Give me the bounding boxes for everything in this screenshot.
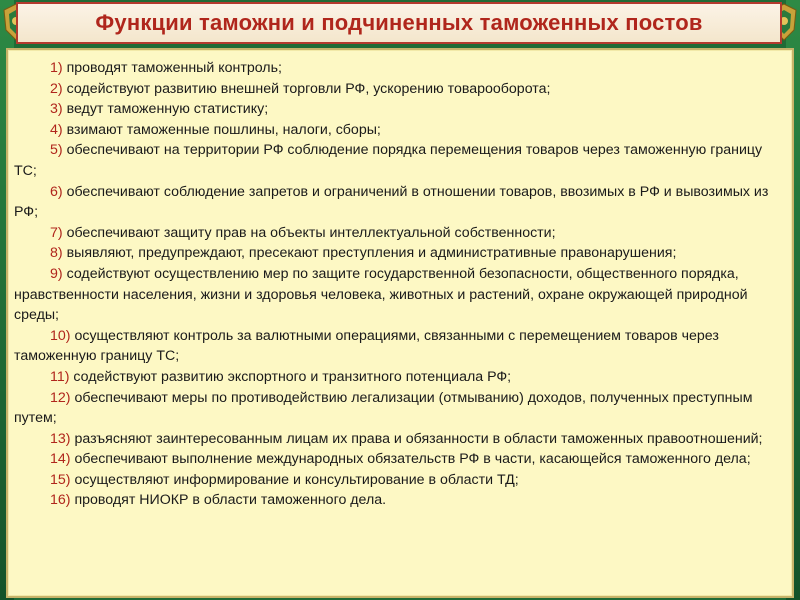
item-text: разъясняют заинтересованным лицам их права и обязанности в области таможенных правоотношений; [74, 430, 763, 447]
item-number: 13) [50, 430, 71, 447]
page-title: Функции таможни и подчиненных таможенных постов [95, 10, 703, 35]
item-number: 14) [50, 451, 71, 468]
list-item [14, 223, 786, 244]
item-number: 15) [50, 471, 71, 488]
functions-list [8, 50, 792, 511]
item-text: осуществляют контроль за валютными операциями, связанными с перемещением товаров через таможенную границу ТС; [14, 327, 719, 365]
list-item [14, 140, 786, 181]
list-item [14, 367, 786, 388]
list-item [14, 429, 786, 450]
item-text: обеспечивают соблюдение запретов и ограничений в отношении товаров, ввозимых в РФ и вывозимых из РФ; [14, 183, 769, 221]
item-text: содействуют развитию экспортного и транзитного потенциала РФ; [73, 368, 512, 385]
list-item [14, 490, 786, 511]
list-item [14, 470, 786, 491]
item-text: осуществляют информирование и консультирование в области ТД; [74, 471, 519, 488]
item-text: обеспечивают на территории РФ соблюдение порядка перемещения товаров через таможенную границу ТС; [14, 142, 763, 179]
item-text: содействуют осуществлению мер по защите государственной безопасности, общественного порядка, нравственности населения, жизни и здоровья человека, животных и растений, охране окружающей природной среды; [14, 265, 748, 324]
item-number: 8) [50, 245, 63, 262]
item-text: обеспечивают меры по противодействию легализации (отмыванию) доходов, полученных преступным путем; [14, 389, 753, 427]
item-text: взимают таможенные пошлины, налоги, сборы; [66, 121, 381, 138]
item-number: 6) [50, 183, 63, 200]
item-number: 3) [50, 101, 63, 118]
item-text: содействуют развитию внешней торговли РФ, ускорению товарооборота; [66, 80, 551, 97]
title-bar [16, 2, 782, 44]
item-number: 2) [50, 80, 63, 97]
content-panel [6, 48, 794, 598]
list-item [14, 449, 786, 470]
item-number: 10) [50, 327, 71, 344]
list-item [14, 120, 786, 141]
list-item [14, 99, 786, 120]
list-item [14, 326, 786, 367]
item-number: 1) [50, 60, 63, 76]
item-number: 16) [50, 492, 71, 509]
item-number: 7) [50, 224, 63, 241]
item-text: обеспечивают выполнение международных обязательств РФ в части, касающейся таможенного дела; [74, 451, 751, 468]
item-number: 4) [50, 121, 63, 138]
list-item [14, 182, 786, 223]
item-text: выявляют, предупреждают, пресекают преступления и административные правонарушения; [66, 245, 677, 262]
item-text: ведут таможенную статистику; [66, 101, 269, 118]
item-number: 9) [50, 265, 63, 282]
item-text: проводят НИОКР в области таможенного дела. [74, 492, 387, 509]
list-item [14, 264, 786, 326]
item-text: проводят таможенный контроль; [66, 60, 282, 76]
item-text: обеспечивают защиту прав на объекты интеллектуальной собственности; [66, 224, 556, 241]
item-number: 11) [50, 368, 70, 385]
item-number: 5) [50, 142, 63, 159]
list-item [14, 388, 786, 429]
list-item [14, 79, 786, 100]
list-item [14, 243, 786, 264]
item-number: 12) [50, 389, 71, 406]
list-item [14, 58, 786, 79]
